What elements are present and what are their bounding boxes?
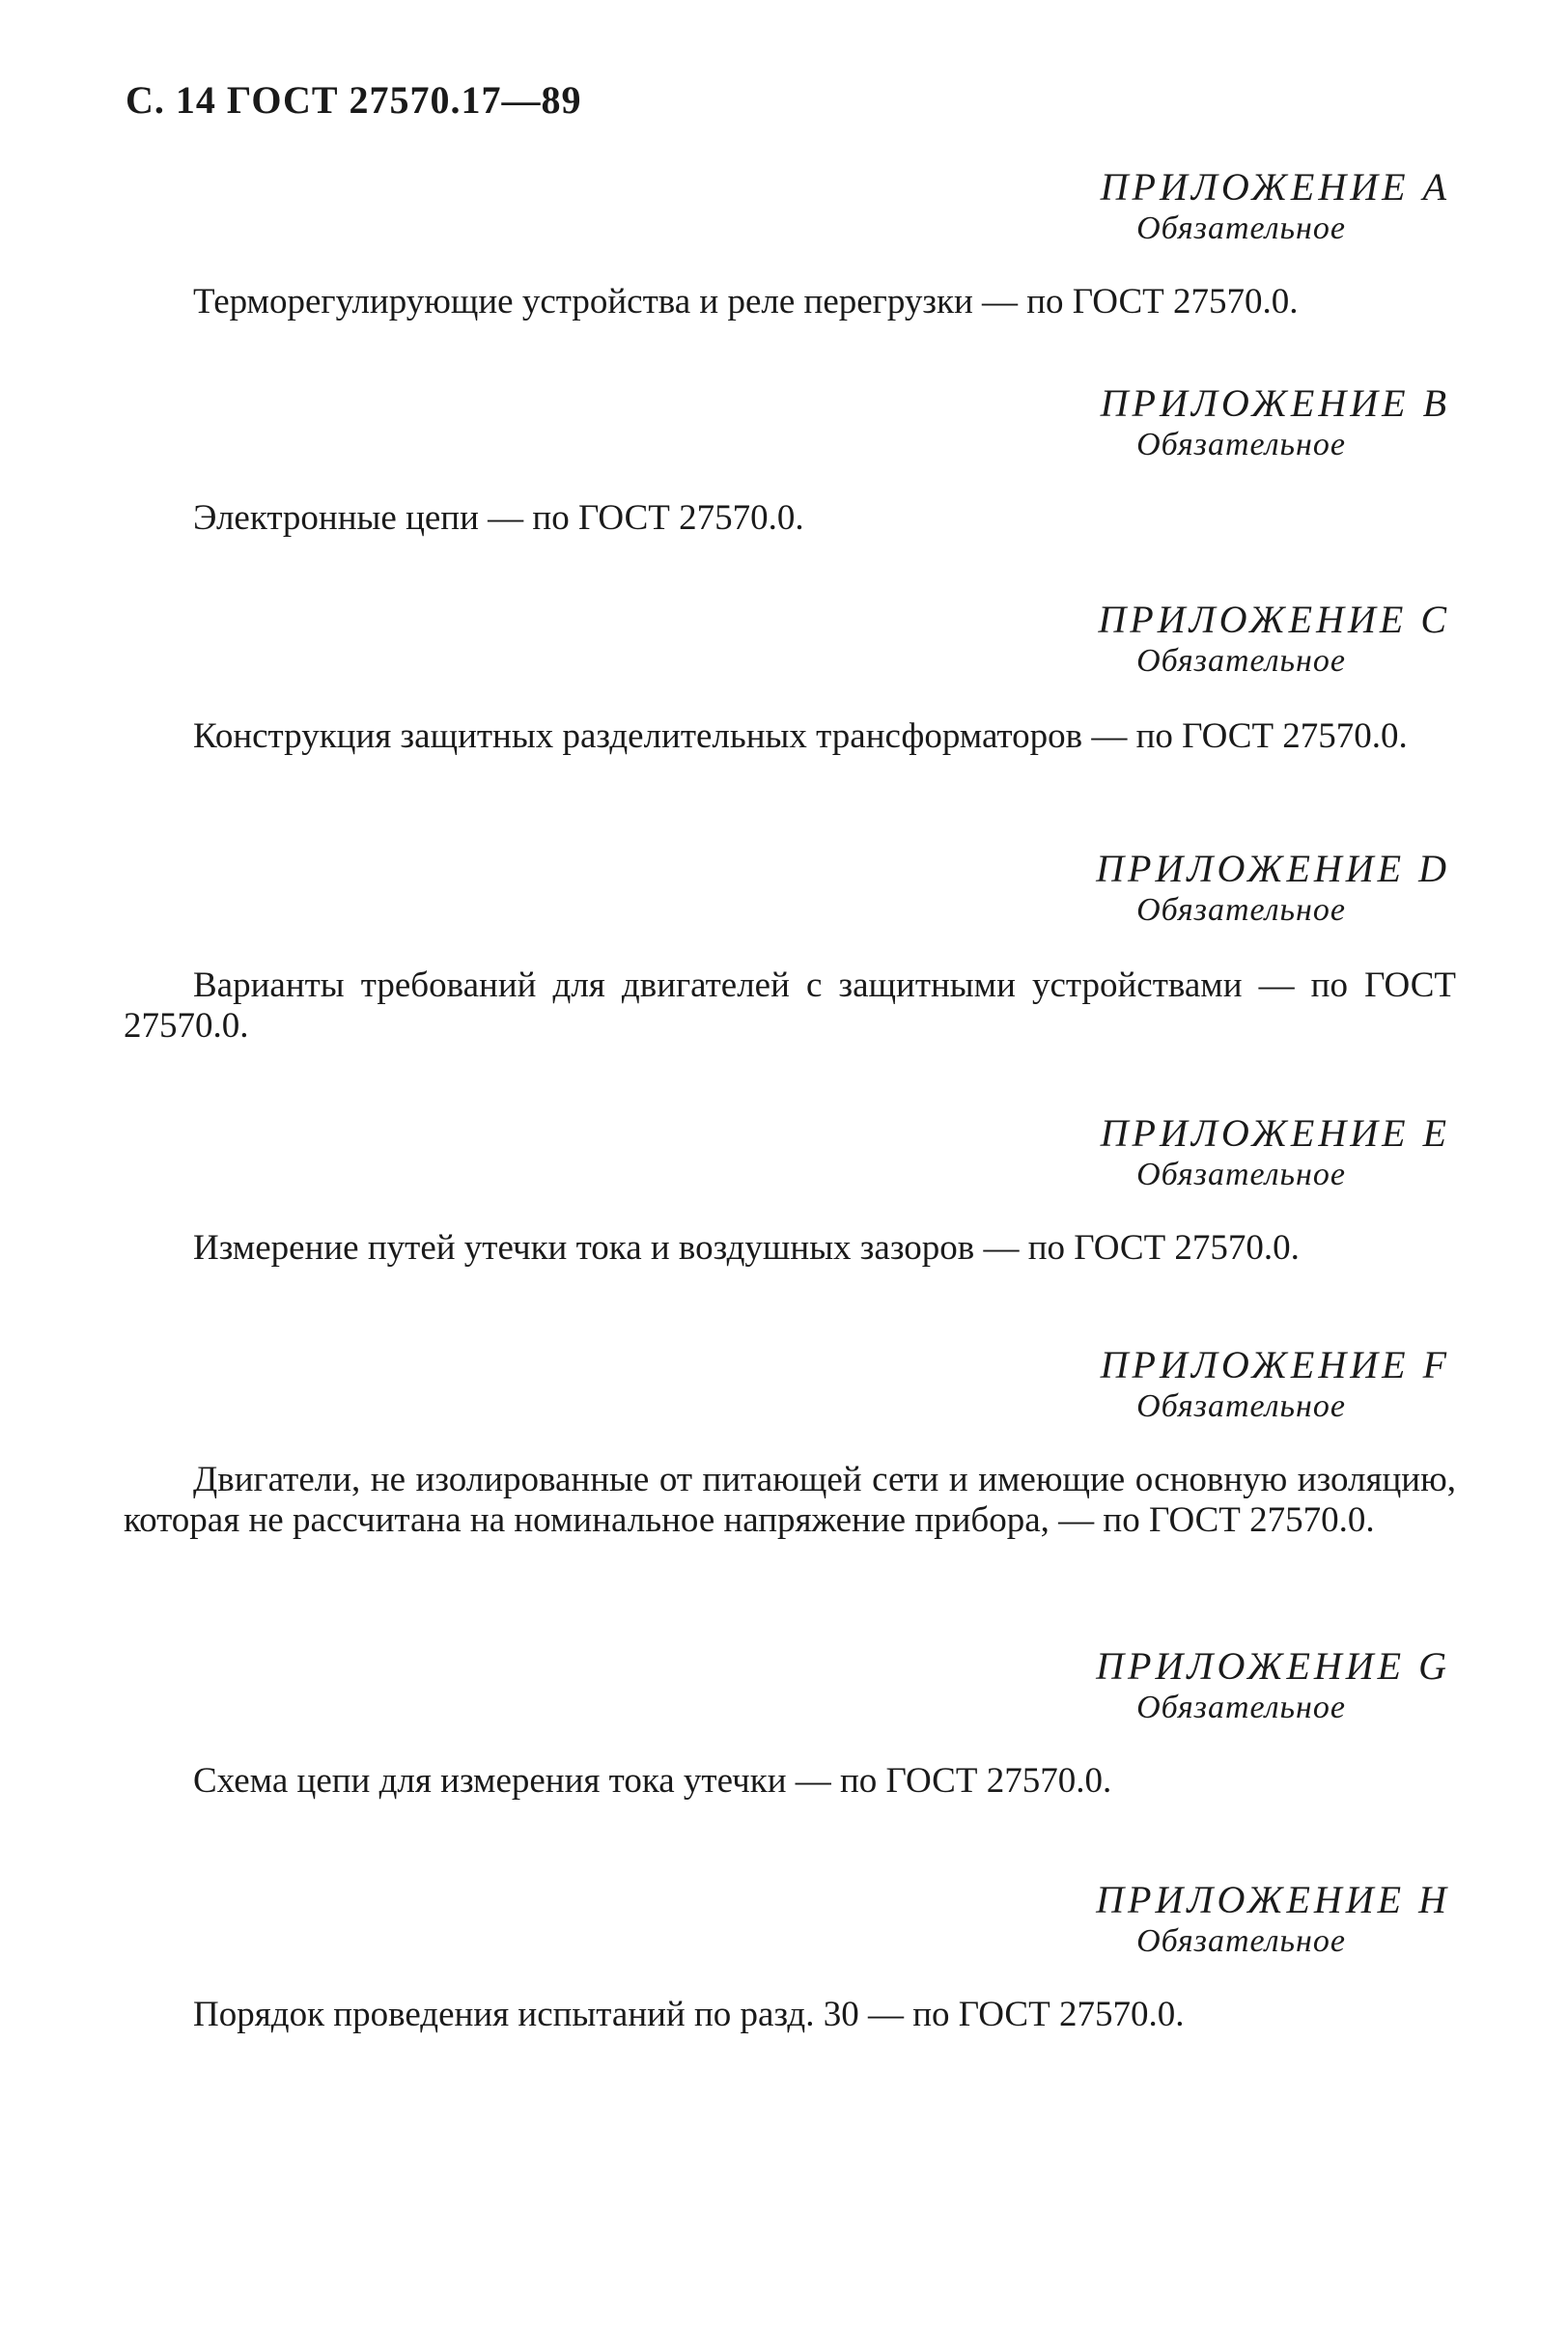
appendix-status: Обязательное — [1136, 1388, 1346, 1424]
appendix-title: ПРИЛОЖЕНИЕ Е — [1100, 1111, 1450, 1155]
appendix-title: ПРИЛОЖЕНИЕ С — [1098, 598, 1450, 641]
appendix-status: Обязательное — [1136, 427, 1346, 462]
appendix-title: ПРИЛОЖЕНИЕ В — [1100, 381, 1450, 425]
appendix-text: Схема цепи для измерения тока утечки — по ГОСТ 27570.0. — [193, 1761, 1112, 1801]
appendix-text: Измерение путей утечки тока и воздушных зазоров — по ГОСТ 27570.0. — [193, 1228, 1300, 1268]
appendix-status: Обязательное — [1136, 1157, 1346, 1192]
appendix-status: Обязательное — [1136, 892, 1346, 928]
appendix-status: Обязательное — [1136, 210, 1346, 246]
appendix-status: Обязательное — [1136, 1923, 1346, 1959]
appendix-title: ПРИЛОЖЕНИЕ D — [1096, 847, 1450, 890]
appendix-status: Обязательное — [1136, 643, 1346, 679]
appendix-text: Терморегулирующие устройства и реле перегрузки — по ГОСТ 27570.0. — [193, 282, 1299, 322]
appendix-text: Конструкция защитных разделительных трансформаторов — по ГОСТ 27570.0. — [193, 716, 1408, 756]
appendix-text: Порядок проведения испытаний по разд. 30 — по ГОСТ 27570.0. — [193, 1995, 1185, 2034]
appendix-title: ПРИЛОЖЕНИЕ А — [1100, 165, 1450, 209]
appendix-text: Варианты требований для двигателей с защитными устройствами — по ГОСТ 27570.0. — [124, 965, 1456, 1046]
appendix-text: Двигатели, не изолированные от питающей сети и имеющие основную изоляцию, которая не рассчитана на номинальное напряжение прибора, — по ГОСТ 27570.0. — [124, 1460, 1456, 1540]
appendix-title: ПРИЛОЖЕНИЕ H — [1096, 1878, 1450, 1921]
appendix-status: Обязательное — [1136, 1690, 1346, 1725]
appendix-title: ПРИЛОЖЕНИЕ G — [1096, 1644, 1450, 1688]
appendix-title: ПРИЛОЖЕНИЕ F — [1100, 1343, 1450, 1386]
page-header: С. 14 ГОСТ 27570.17—89 — [126, 78, 582, 122]
appendix-text: Электронные цепи — по ГОСТ 27570.0. — [193, 498, 804, 538]
